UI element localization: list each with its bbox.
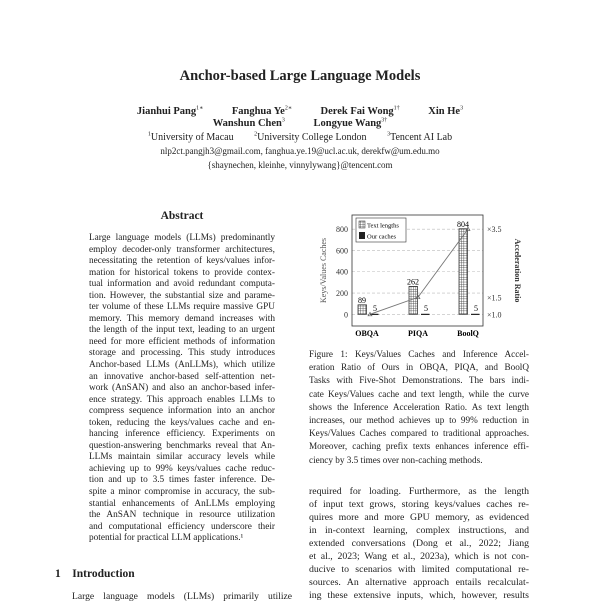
text-line: token, reducing the keys/values cache and en- (89, 417, 275, 428)
right-column-body (309, 485, 529, 602)
text-line: in in-context learning, complex instructions, and (309, 525, 529, 536)
x-tick-label: PIQA (408, 329, 428, 338)
text-line: tion and up to 3.5 times faster inference. De- (89, 475, 275, 486)
author: Fanghua $Ye^{2∗}$ (231, 105, 292, 117)
text-line: Large language models (LLMs) primarily utilize (72, 591, 292, 602)
text-line: tion. However, the substantial size and parame- (89, 290, 275, 301)
author: Derek Fai Wong$^{1\dagger}$ (320, 105, 400, 117)
text-line: storage and processing. This study introduces (89, 348, 275, 359)
y-axis-label: Keys/Values Caches (319, 237, 328, 304)
text-line: eration Ratio of Ours in OBQA, PIQA, and BoolQ (309, 362, 529, 373)
bar-value-label: 89 (358, 295, 366, 305)
x-tick-label: BoolQ (457, 329, 479, 338)
abstract-heading: Abstract (160, 210, 204, 222)
authors-line-2 (0, 117, 600, 129)
bar-value-label: 804 (457, 219, 469, 229)
section-heading-introduction: 1 Introduction (55, 568, 135, 580)
text-line: memory. This memory demand increases with (89, 313, 275, 324)
text-line: the length of the input text, leading to an urgent (89, 325, 275, 336)
text-line: hancing inference efficiency. Experiments on (89, 429, 275, 440)
text-line: of input text grows, storing keys/values caches re- (309, 499, 529, 510)
text-line: quires more and more GPU memory, as evidenced (309, 512, 529, 523)
text-line: ing these extensive inputs, which, however, results (309, 590, 529, 601)
bar-value-label: 262 (407, 277, 419, 287)
legend-label: Text lengths (367, 222, 399, 230)
abstract-body (89, 233, 275, 545)
introduction-body (72, 590, 292, 605)
text-line: need for more efficient methods of information (89, 336, 275, 347)
bar-value-label: 5 (474, 303, 478, 313)
y2-tick-label: ×1.5 (487, 293, 502, 303)
text-line: Large language models (LLMs) predominantly (89, 233, 275, 243)
legend-swatch-text-lengths (359, 221, 365, 228)
text-line: tual information and avoid redundant computa- (89, 279, 275, 290)
author: Wanshun Chen$^3$ (212, 117, 285, 129)
text-line: compress sequence information into an anchor (89, 406, 275, 417)
text-line: ciency by 3.5 times over non-caching methods. (309, 454, 483, 465)
figure-1-caption (309, 348, 529, 467)
y-tick-label: 400 (336, 267, 348, 277)
y-tick-label: 200 (336, 289, 348, 299)
text-line: necessitating the retention of keys/values infor- (89, 256, 275, 267)
text-line: et al., 2023; Wang et al., 2023a), which is not con- (309, 551, 529, 562)
text-line: question-answering benchmarks reveal that An- (89, 440, 275, 451)
author: Xin He$^3$ (428, 105, 464, 117)
y-tick-label: 600 (336, 246, 348, 256)
text-line: increases, our method achieves up to 99% reduction in (309, 414, 529, 425)
authors-line-1 (0, 104, 600, 117)
bar-value-label: 5 (373, 303, 377, 313)
y2-tick-label: ×1.0 (487, 310, 502, 320)
text-line: cate Keys/Values cache and text length, while the curve (309, 388, 529, 399)
paper-title: Anchor-based Large Language Models (179, 68, 421, 84)
text-line: LLMs maintain similar accuracy levels while (89, 452, 275, 463)
email-line: {shaynechen, kleinhe, vinnylywang}@tencent.com (207, 160, 393, 170)
y2-axis-label: Acceleration Ratio (513, 238, 522, 303)
y2-tick-label: ×3.5 (487, 225, 502, 235)
bar-value-label: 5 (424, 303, 428, 313)
text-line: sources. An alternative approach entails recalculat- (309, 577, 529, 588)
text-line: stantial enhancements of AnLLMs employing (89, 498, 275, 509)
text-line: mation for historical tokens to provide contex- (89, 267, 275, 278)
text-line: spite a minor compromise in accuracy, the sub- (89, 487, 275, 498)
text-line: employ decoder-only transformer architectures, (89, 244, 275, 255)
text-line: potential for practical LLM applications.¹ (89, 533, 244, 544)
text-line: and computational efficiency underscore their (89, 521, 275, 532)
x-tick-label: OBQA (355, 329, 379, 338)
author: Longyue Wang$^{3\dagger}$ (313, 117, 388, 129)
text-line: Figure 1: Keys/Values Caches and Inference Accel- (309, 349, 529, 359)
text-line: achieving up to 99% keys/values cache reduc- (89, 463, 275, 474)
text-line: Moreover, caching prefix texts enhances inference effi- (309, 441, 529, 452)
bar-our-cache (471, 314, 480, 315)
affiliations: $^1$University of Macau $^2$University College London $^3$Tencent AI Lab (147, 132, 453, 144)
y-tick-label: 800 (336, 225, 348, 235)
email-line: nlp2ct.pangjh3@gmail.com, fanghua.ye.19@ucl.ac.uk, derekfw@um.edu.mo (160, 146, 440, 156)
author: Jianhui Pang$^{1∗}$ (136, 105, 204, 117)
text-line: required for loading. Furthermore, as the length (309, 486, 529, 497)
legend-label: Our caches (367, 233, 397, 241)
bar-text-length (358, 305, 367, 314)
text-line: ducive to scenarios with limited computational re- (309, 564, 529, 575)
y-tick-label: 0 (344, 310, 348, 320)
text-line: an innovative anchor-based self-attention net- (89, 371, 275, 382)
text-line: Tasks with Five-Shot Demonstrations. The bars indi- (309, 375, 529, 386)
text-line: extended conversations (Dong et al., 2022; Jiang (309, 538, 529, 549)
text-line: ence strategy. This approach enables LLMs to (89, 394, 275, 405)
bar-our-cache (421, 314, 430, 315)
text-line: shows the Inference Acceleration Ratio. As text length (309, 401, 529, 412)
text-line: work (AnSAN) and also an anchor-based infer- (89, 383, 275, 394)
text-line: Anchor-based LLMs (AnLLMs), which utilize (89, 360, 275, 371)
legend-swatch-our-caches (359, 232, 365, 239)
text-line: the AnSAN technique in resource utilization (89, 510, 275, 521)
bar-text-length (459, 229, 468, 315)
figure-1-chart (310, 205, 530, 345)
text-line: Keys/Values Caches compared to traditional approaches. (309, 428, 529, 439)
text-line: ter volume of these LLMs require massive GPU (89, 302, 275, 313)
